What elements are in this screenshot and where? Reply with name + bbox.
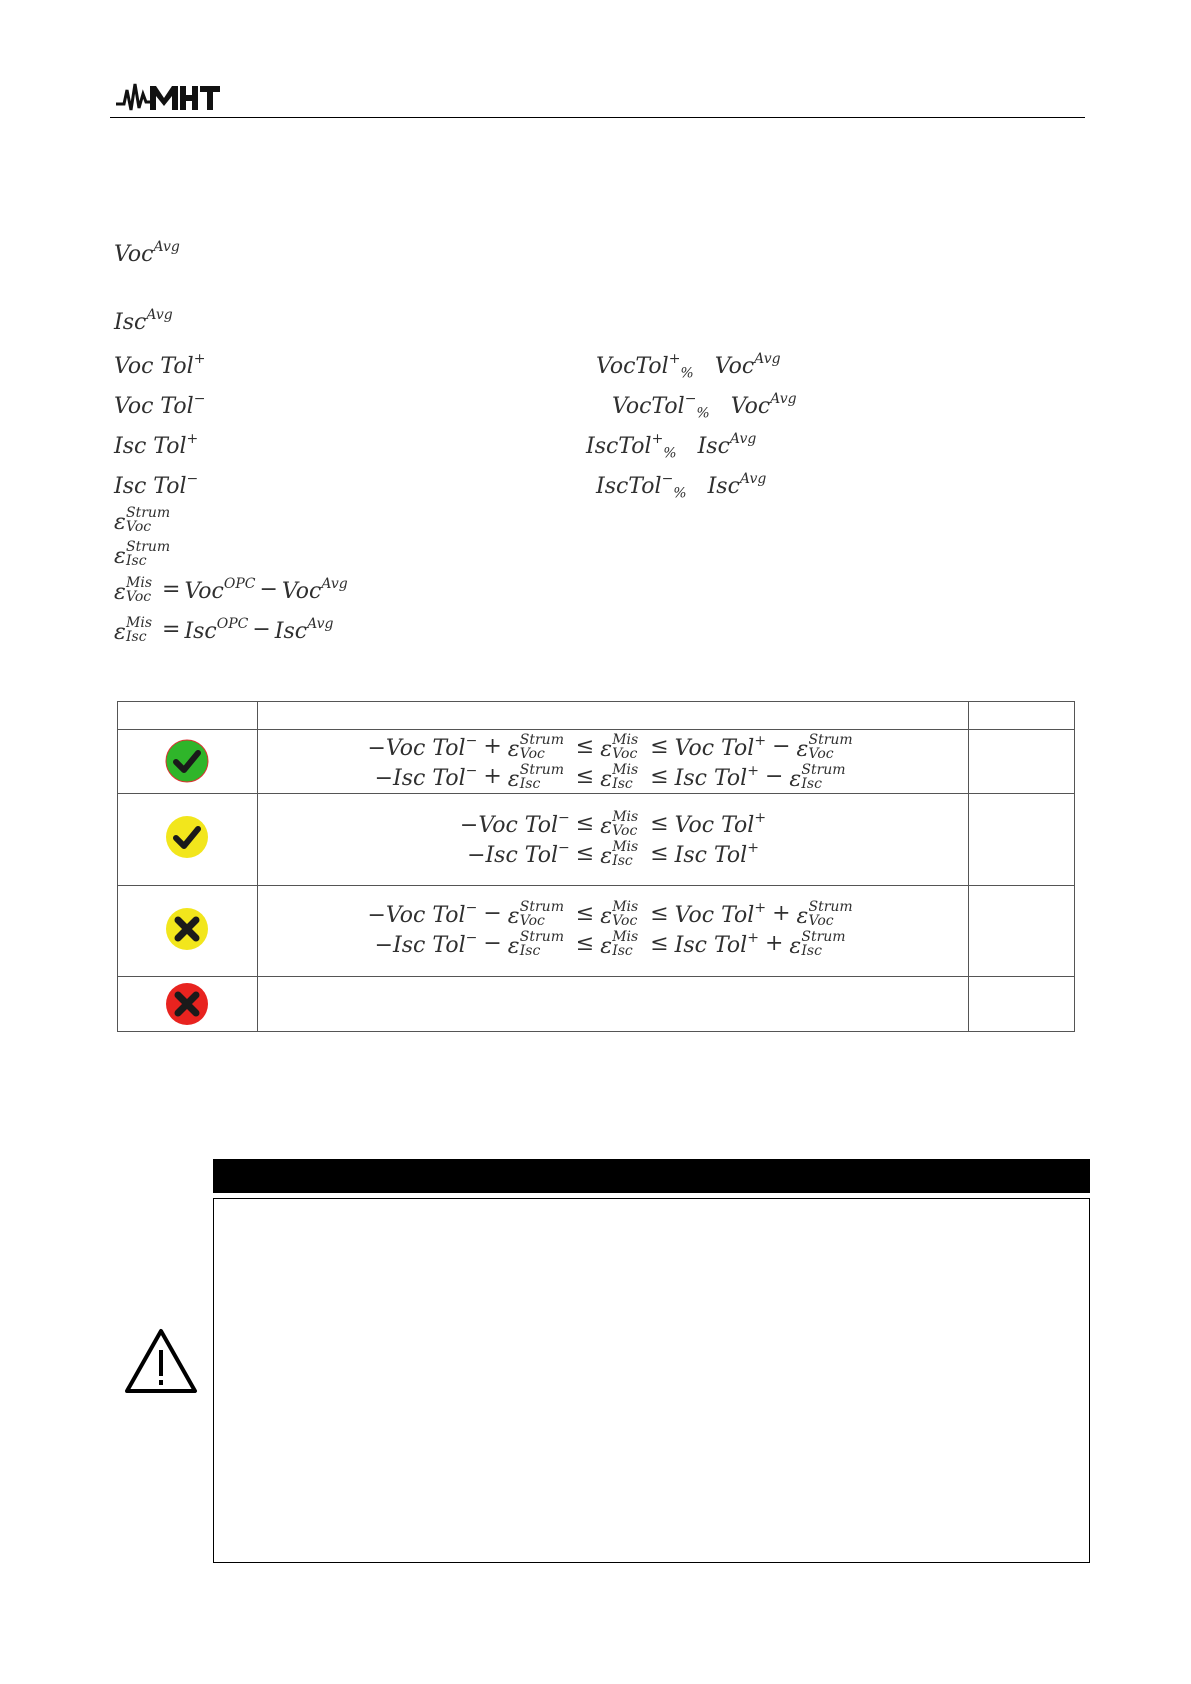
result-table: [117, 701, 1075, 1032]
table-row-condition: [258, 899, 968, 959]
voc-avg-symbol: Voc$^{Avg}$: [114, 239, 180, 267]
warning-content-box: [213, 1198, 1090, 1563]
condition-line: −Isc Tol− + ε Strum Isc ≤ ε Mis Isc ≤ Isc Tol+ − ε Strum Isc: [374, 762, 846, 792]
isc-tol-minus-symbol: Isc Tol−: [114, 471, 199, 499]
voc-tol-minus-definition: VocTol−$_{\%}$ Voc$^{Avg}$: [612, 391, 797, 422]
warning-triangle-icon: [124, 1328, 198, 1394]
cross-red-icon: [165, 982, 209, 1026]
condition-line: −Voc Tol− + ε Strum Voc ≤ ε Mis Voc ≤ Voc Tol+ − ε Strum Voc: [367, 732, 853, 762]
check-green-icon: [165, 739, 209, 783]
warning-header-bar: [213, 1159, 1090, 1193]
isc-tol-plus-definition: IscTol+$_{\%}$ Isc$^{Avg}$: [586, 431, 757, 462]
table-row-condition: [258, 809, 968, 869]
ht-logo: [116, 80, 220, 114]
condition-line: −Isc Tol− − ε Strum Isc ≤ ε Mis Isc ≤ Isc Tol+ + ε Strum Isc: [374, 929, 846, 959]
eps-strum-isc-symbol: ε Strum Isc: [114, 539, 171, 569]
eps-mis-voc-equation: ε Mis Voc = Voc$^{OPC}$ − Voc$^{Avg}$: [114, 575, 348, 605]
table-divider: [118, 729, 1074, 730]
condition-line: −Voc Tol− ≤ ε Mis Voc ≤ Voc Tol+: [459, 809, 767, 839]
eps-mis-isc-equation: ε Mis Isc = Isc$^{OPC}$ − Isc$^{Avg}$: [114, 615, 334, 645]
table-divider: [118, 976, 1074, 977]
table-divider: [118, 793, 1074, 794]
eps-strum-voc-symbol: ε Strum Voc: [114, 505, 171, 535]
condition-line: −Isc Tol− ≤ ε Mis Isc ≤ Isc Tol+: [467, 839, 759, 869]
header-rule: [110, 117, 1085, 118]
voc-tol-plus-symbol: Voc Tol+: [114, 351, 206, 379]
isc-avg-symbol: Isc$^{Avg}$: [114, 307, 173, 335]
voc-tol-minus-symbol: Voc Tol−: [114, 391, 206, 419]
cross-yellow-icon: [165, 907, 209, 951]
table-row-condition: [258, 732, 968, 792]
voc-tol-plus-definition: VocTol+$_{\%}$ Voc$^{Avg}$: [596, 351, 781, 382]
table-divider: [118, 885, 1074, 886]
isc-tol-plus-symbol: Isc Tol+: [114, 431, 199, 459]
table-divider: [968, 702, 969, 1031]
isc-tol-minus-definition: IscTol−$_{\%}$ Isc$^{Avg}$: [596, 471, 767, 502]
check-yellow-icon: [165, 815, 209, 859]
condition-line: −Voc Tol− − ε Strum Voc ≤ ε Mis Voc ≤ Voc Tol+ + ε Strum Voc: [367, 899, 853, 929]
